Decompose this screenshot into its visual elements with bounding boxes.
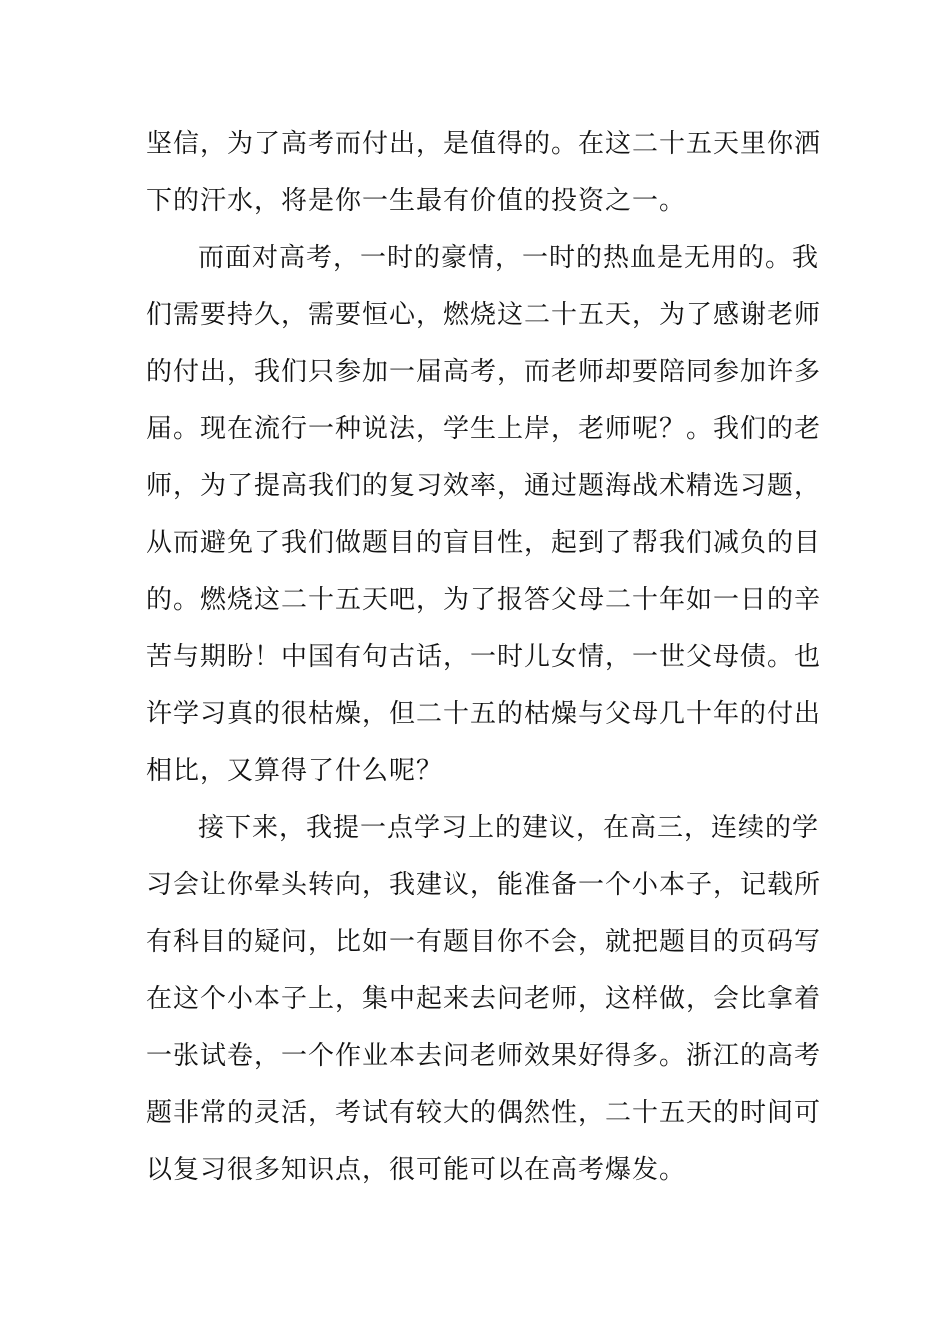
text-line: 师，为了提高我们的复习效率，通过题海战术精选习题， [146,471,822,501]
paragraph-1 [146,116,822,230]
text-line: 苦与期盼！中国有句古话，一时儿女情，一世父母债。也 [146,642,822,672]
text-line: 在这个小本子上，集中起来去问老师，这样做，会比拿着 [146,984,822,1014]
text-line: 从而避免了我们做题目的盲目性，起到了帮我们减负的目 [146,528,822,558]
body-text [146,116,822,1199]
text-line: 接下来，我提一点学习上的建议，在高三，连续的学 [198,813,820,843]
text-line: 们需要持久，需要恒心，燃烧这二十五天，为了感谢老师 [146,300,822,330]
text-line: 的付出，我们只参加一届高考，而老师却要陪同参加许多 [146,357,822,387]
paragraph-3 [146,800,822,1199]
text-line: 坚信，为了高考而付出，是值得的。在这二十五天里你洒 [146,129,822,159]
text-line: 一张试卷，一个作业本去问老师效果好得多。浙江的高考 [146,1041,822,1071]
paragraph-2 [146,230,822,800]
text-line: 题非常的灵活，考试有较大的偶然性，二十五天的时间可 [146,1098,822,1128]
text-line: 届。现在流行一种说法，学生上岸，老师呢？。我们的老 [146,414,822,444]
text-line: 的。燃烧这二十五天吧，为了报答父母二十年如一日的辛 [146,585,822,615]
text-line: 而面对高考，一时的豪情，一时的热血是无用的。我 [198,243,820,273]
text-line: 相比，又算得了什么呢？ [146,756,444,786]
text-line: 习会让你晕头转向，我建议，能准备一个小本子，记载所 [146,870,822,900]
text-line: 以复习很多知识点，很可能可以在高考爆发。 [146,1155,687,1185]
text-line: 许学习真的很枯燥，但二十五的枯燥与父母几十年的付出 [146,699,822,729]
text-line: 下的汗水，将是你一生最有价值的投资之一。 [146,186,687,216]
text-line: 有科目的疑问，比如一有题目你不会，就把题目的页码写 [146,927,822,957]
